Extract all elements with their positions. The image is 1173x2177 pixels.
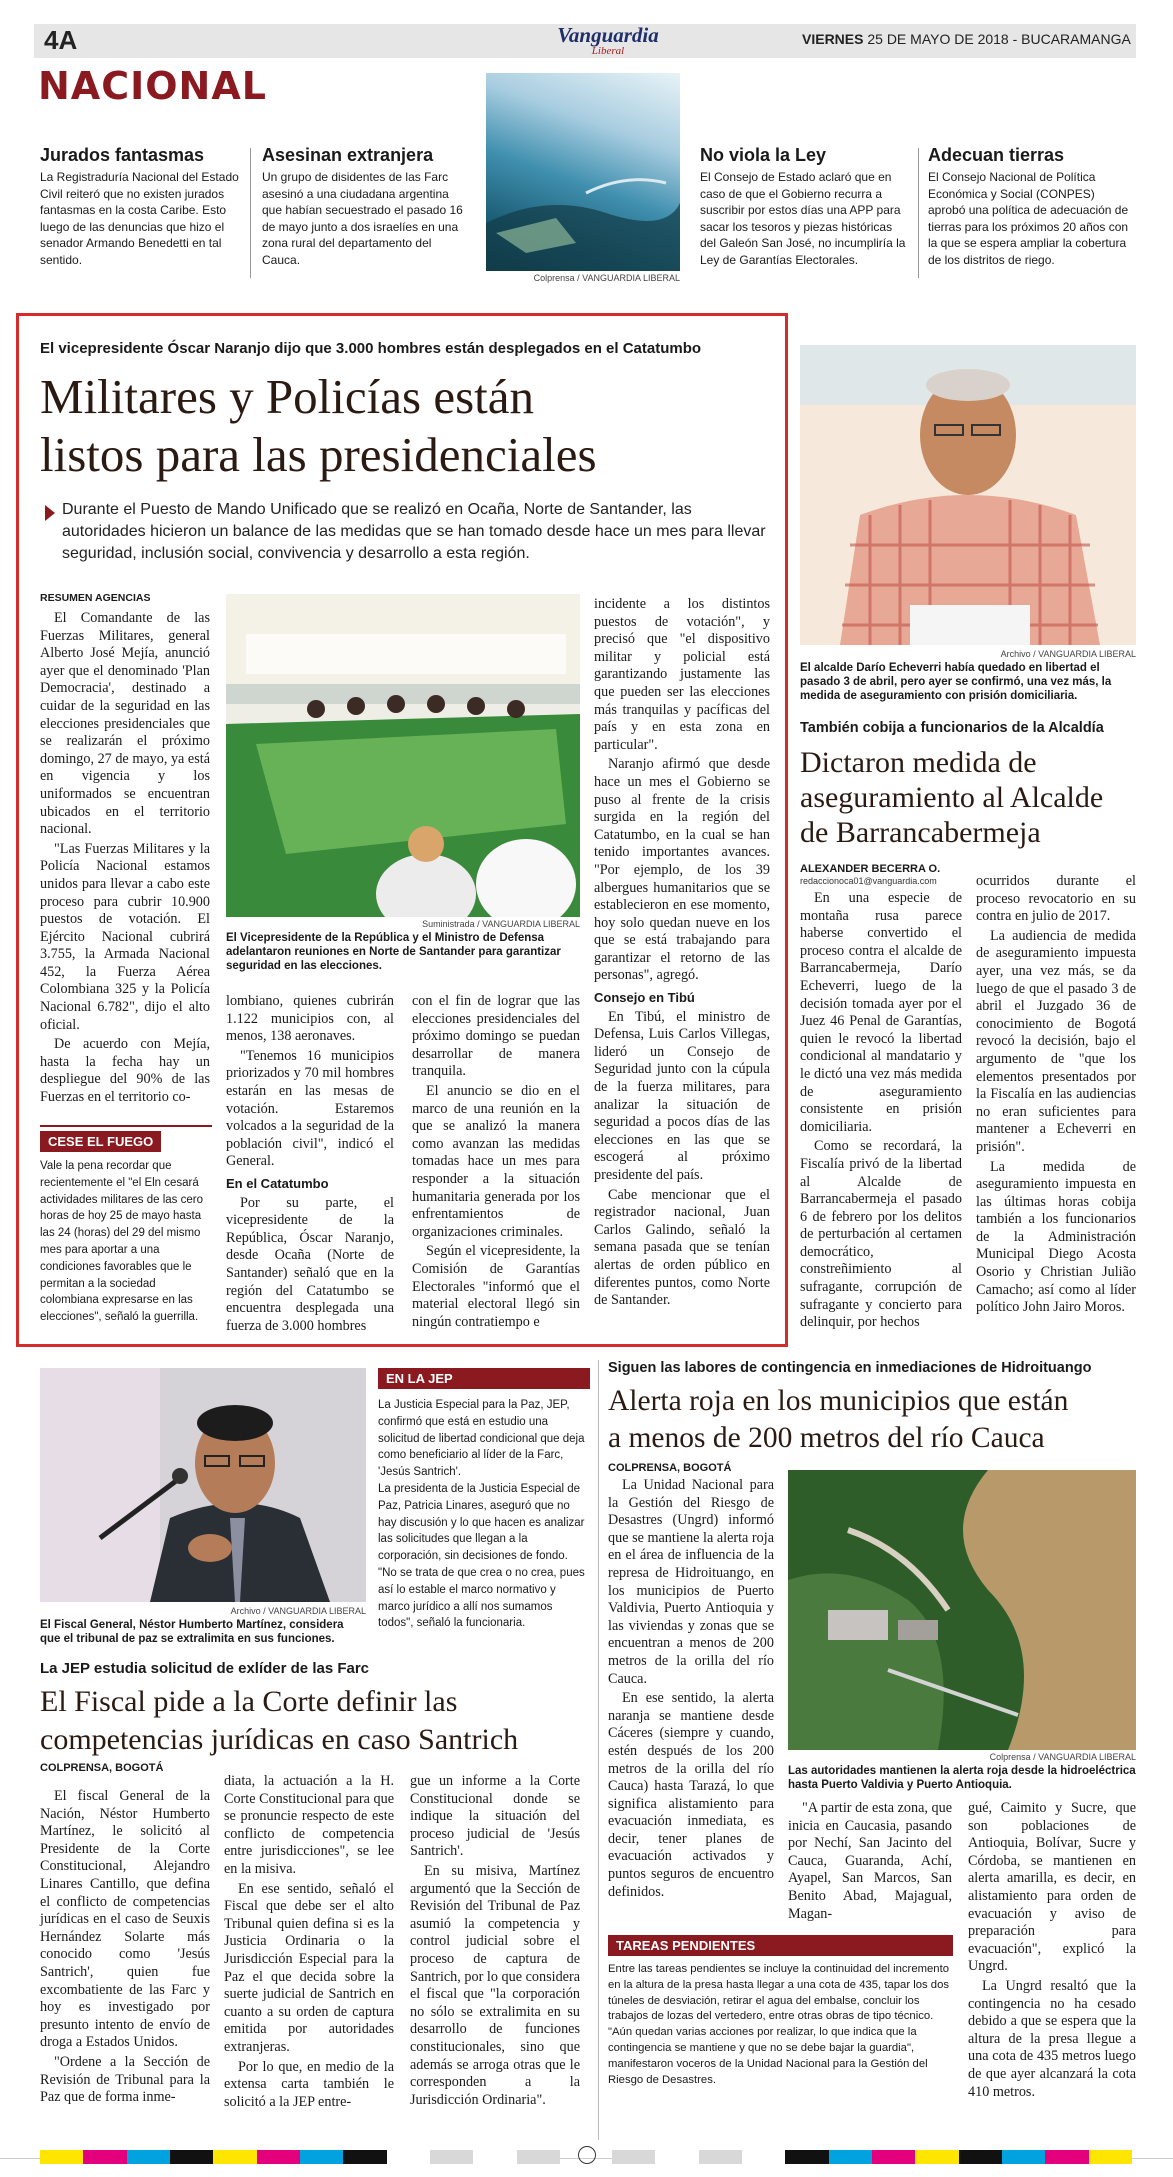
brief-text: El Consejo Nacional de Política Económica y Social (CONPES) aprobó una política de adecuación de tierras para los próximos 20 años con la que se espera ampliar la cobertura de los distritos de riego. (928, 170, 1129, 267)
box-label: TAREAS PENDIENTES (608, 1935, 953, 1956)
barranca-headline-line: de Barrancabermeja (800, 816, 1041, 849)
box-label: CESE EL FUEGO (40, 1131, 161, 1152)
brief-item (40, 145, 240, 268)
barranca-col-2 (976, 873, 1136, 1319)
fiscal-col-1 (40, 1788, 210, 2109)
date-day: VIERNES (802, 31, 864, 47)
barranca-headline-line: Dictaron medida de (800, 746, 1037, 779)
fiscal-headline-line: competencias jurídicas en caso Santrich (40, 1723, 519, 1756)
brand-sub: Liberal (591, 45, 625, 57)
photo-caption: Las autoridades mantienen la alerta roja desde la hidroeléctrica hasta Puerto Valdivia y Puerto Antioquia. (788, 1765, 1136, 1791)
cauca-photo-image (788, 1470, 1136, 1750)
paragraph: La audiencia de medida de aseguramiento impuesta ayer, una vez más, se da luego de que el pasado 3 de abril el Juzgado 36 de conocimiento de Bogotá revocó la decisión, bajo el argumento de "que los elementos presentados por la Fiscalía en las audiencias no eran suficientes para mantener a Echeverri en prisión". (976, 927, 1136, 1155)
brief-title: Adecuan tierras (928, 145, 1065, 165)
cauca-headline-line: Alerta roja en los municipios que están (608, 1385, 1069, 1417)
paragraph: lombiano, quienes cubrirán 1.122 municipios con, al menos, 138 aeronaves. (226, 993, 394, 1045)
photo-credit: Archivo / VANGUARDIA LIBERAL (230, 1606, 366, 1616)
paragraph: "Ordene a la Sección de Revisión de Tribunal para la Paz que de forma inme- (40, 2053, 210, 2106)
subhead: Consejo en Tibú (594, 990, 695, 1006)
box-label: EN LA JEP (378, 1368, 590, 1389)
paragraph: con el fin de lograr que las elecciones presidenciales del próximo domingo se puedan desarrollar de manera tranquila. (412, 993, 580, 1080)
fiscal-headline-line: El Fiscal pide a la Corte definir las (40, 1685, 458, 1718)
brief-title: Jurados fantasmas (40, 145, 205, 165)
paragraph: Según el vicepresidente, la Comisión de Garantías Electorales "informó que el material electoral llegó sin ningún contratiempo e (412, 1243, 580, 1330)
cauca-col-2 (788, 1800, 952, 1925)
box-text: La Justicia Especial para la Paz, JEP, confirmó que está en estudio una solicitud de libertad condicional que deja como beneficiario al líder de la Farc, 'Jesús Santrich'. (378, 1399, 585, 1479)
lead-headline-line: Militares y Policías están (40, 369, 534, 424)
fiscal-col-2 (224, 1773, 394, 2113)
jep-box (378, 1368, 590, 1632)
brief-title: Asesinan extranjera (262, 145, 434, 165)
barranca-col-1 (800, 890, 962, 1334)
brief-item (700, 145, 910, 268)
cauca-headline (608, 1383, 1138, 1457)
barranca-email: redaccionoca01@vanguardia.com (800, 876, 937, 886)
lead-headline (40, 368, 780, 484)
box-text: Entre las tareas pendientes se incluye la continuidad del incremento en la altura de la presa hasta llegar a una cota de 435, tapar los dos túneles de desviación, retirar el agua del embalse, concluir los trabajos de lozas del vertedero, entre otras obras de tipo técnico. (608, 1963, 950, 2023)
paragraph: Naranjo afirmó que desde hace un mes el Gobierno se puso al frente de la crisis surgida en la región del Catatumbo, en la cual se han tenido importantes avances. "Por ejemplo, de los 39 albergues humanitarios que se establecieron en ese momento, hoy solo quedan nueve en los que se está trabajando para garantizar el retorno de las personas", agregó. (594, 756, 770, 984)
paragraph: De acuerdo con Mejía, hasta la fecha hay un despliegue del 90% de las Fuerzas en el territorio co- (40, 1036, 210, 1106)
box-text: "Aún quedan varias acciones por realizar, lo que indica que la contingencia se mantiene y que no se debe bajar la guardia", manifestaron voceros de la Unidad Nacional para la Gestión del Riesgo de Desastres. (608, 2026, 928, 2086)
brand-logo (548, 24, 668, 56)
paragraph: La Ungrd resaltó que la contingencia no ha cesado debido a que se espera que la altura de la presa llegue a una cota de 435 metros luego de que ayer alcanzará la cota 410 metros. (968, 1977, 1136, 2100)
paragraph: El Comandante de las Fuerzas Militares, general Alberto José Mejía, anunció ayer que el denominado 'Plan Democracia', destinado a cuidar de la seguridad en las elecciones presidenciales que se realizarán el próximo domingo, 27 de mayo, ya está en vigencia y los uniformados se encuentran ubicados en el territorio nacional. (40, 610, 210, 838)
barranca-headline-line: aseguramiento al Alcalde (800, 781, 1104, 814)
lead-col-1 (40, 592, 210, 1109)
paragraph: El anuncio se dio en el marco de una reunión en la que se analizó la manera como avanzan las medidas tomadas hace un mes para responder a la situación humanitaria generada por los enfrentamientos de organizaciones criminales. (412, 1082, 580, 1240)
registration-mark-icon (578, 2146, 596, 2164)
cauca-headline-line: a menos de 200 metros del río Cauca (608, 1422, 1045, 1454)
cauca-byline: COLPRENSA, BOGOTÁ (608, 1462, 732, 1474)
brand-name: Vanguardia (557, 23, 659, 47)
date-rest: 25 DE MAYO DE 2018 - BUCARAMANGA (867, 31, 1131, 47)
paragraph: En Tibú, el ministro de Defensa, Luis Carlos Villegas, lideró un Consejo de Seguridad junto con la cúpula de la fuerza militares, para analizar la situación de seguridad a pocos días de las elecciones en las que se escogerá al próximo presidente del país. (594, 1008, 770, 1183)
date-line (802, 31, 1131, 47)
photo-credit: Colprensa / VANGUARDIA LIBERAL (533, 273, 680, 283)
lead-col-2 (226, 993, 394, 1337)
paragraph: gué, Caimito y Sucre, que son poblaciones de Antioquia, Bolívar, Sucre y Córdoba, se mantienen en alerta amarilla, es decir, en alistamiento para orden de evacuación y aviso de preparación para evacuación", explicó la Ungrd. (968, 1800, 1136, 1975)
lead-col-3 (412, 993, 580, 1333)
paragraph: Cabe mencionar que el registrador nacional, Juan Carlos Galindo, señaló la semana pasada que se tenían alertas de orden público en diferentes puntos, como Norte de Santander. (594, 1186, 770, 1309)
paragraph: Por lo que, en medio de la extensa carta también le solicitó a la JEP entre- (224, 2058, 394, 2110)
paragraph: ocurridos durante el proceso revocatorio en su contra en julio de 2017. (976, 873, 1136, 925)
divider (250, 148, 251, 278)
deck-marker (45, 505, 55, 521)
paragraph: La medida de aseguramiento impuesta en las últimas horas cobija también a los funcionarios de la Administración Municipal Diego Acosta Osorio y Christian Julião Camacho; así como al líder político John Jairo Moros. (976, 1158, 1136, 1316)
lead-headline-line: listos para las presidenciales (40, 427, 597, 482)
fiscal-byline: COLPRENSA, BOGOTÁ (40, 1762, 164, 1774)
paragraph: gue un informe a la Corte Constitucional donde se indique la situación del proceso judicial de 'Jesús Santrich'. (410, 1773, 580, 1860)
box-text: "No se trata de que crea o no crea, pues así lo estable el marco normativo y marco jurídico a allí nos sumamos todos", señaló la funcionaria. (378, 1566, 585, 1630)
fiscal-kicker: La JEP estudia solicitud de exlíder de las Farc (40, 1660, 370, 1677)
paragraph: En ese sentido, señaló el Fiscal que debe ser el alto Tribunal quien defina si es la Justicia Ordinaria o la Jurisdicción Especial para la Paz el que decida sobre la suerte judicial de Santrich en cuanto a su orden de captura emitida por autoridades extranjeras. (224, 1880, 394, 2055)
cese-box (40, 1125, 212, 1326)
paragraph: diata, la actuación a la H. Corte Constitucional para que se pronuncie respecto de este conflicto de competencia entre jurisdicciones", se lee en la misiva. (224, 1773, 394, 1877)
brief-title: No viola la Ley (700, 145, 827, 165)
fiscal-photo (40, 1368, 366, 1602)
fiscal-photo-image (40, 1368, 366, 1602)
paragraph: El fiscal General de la Nación, Néstor Humberto Martínez, le solicitó al Presidente de la Corte Constitucional, Alejandro Linares Cantillo, que defina el conflicto de competencias jurídicas en el caso de Seuxis Hernández Solarte más conocido como 'Jesús Santrich', quien fue excombatiente de las Farc y hoy es investigado por presunto intento de envío de droga a Estados Unidos. (40, 1788, 210, 2051)
barranca-byline: ALEXANDER BECERRA O. (800, 863, 941, 875)
meeting-photo-image (226, 594, 580, 917)
paragraph: incidente a los distintos puestos de votación", y precisó que "el dispositivo militar y policial está garantizando justamente las que pueden ser las elecciones más tranquilas y pacíficas del país y en esta zona en particular". (594, 596, 770, 753)
section-title: NACIONAL (38, 64, 267, 108)
brief-text: El Consejo de Estado aclaró que en caso de que el Gobierno recurra a suscribir por estos días una APP para sacar los tesoros y piezas históricas del Galeón San José, no incumpliría la Ley de Garantías Electorales. (700, 170, 906, 267)
paragraph: Como se recordará, la Fiscalía privó de la libertad al Alcalde de Barrancabermeja el pasado 6 de febrero por los delitos de perturbación al certamen democrático, constreñimiento al sufragante, corrupción de sufragante y concierto para delinquir, por hechos (800, 1138, 962, 1331)
box-text: Vale la pena recordar que recientemente el "el Eln cesará actividades militares de las cero horas de hoy 25 de mayo hasta las 24 (horas) del 29 del mismo mes para aportar a una condiciones favorables que le permitan a la sociedad colombiana expresarse en las elecciones", señaló la guerrilla. (40, 1160, 203, 1324)
echeverri-photo-image (800, 345, 1136, 645)
lead-kicker: El vicepresidente Óscar Naranjo dijo que 3.000 hombres están desplegados en el Catatumbo (40, 340, 702, 357)
tareas-box (608, 1935, 953, 2088)
barranca-kicker: También cobija a funcionarios de la Alcaldía (800, 720, 1104, 736)
brief-item (262, 145, 467, 268)
photo-credit: Archivo / VANGUARDIA LIBERAL (1000, 649, 1136, 659)
paragraph: La Unidad Nacional para la Gestión del Riesgo de Desastres (Ungrd) informó que se mantiene la alerta roja en el área de influencia de la represa de Hidroituango, en los municipios de Puerto Valdivia, Puerto Antioquia y las viviendas y zonas que se encuentran a menos de 200 metros de la orilla del río Cauca. (608, 1477, 774, 1687)
box-text: La presidenta de la Justicia Especial de Paz, Patricia Linares, aseguró que no hay discusión y lo que hacen es analizar las solicitudes que llegan a la corporación, sin decisiones de fondo. (378, 1482, 585, 1563)
photo-caption: El alcalde Darío Echeverri había quedado en libertad el pasado 3 de abril, pero ayer se confirmó, una vez más, la medida de aseguramiento con prisión domiciliaria. (800, 662, 1112, 702)
lead-col-4 (594, 596, 770, 1312)
photo-caption: El Vicepresidente de la República y el Ministro de Defensa adelantaron reuniones en Norte de Santander para garantizar seguridad en las elecciones. (226, 932, 561, 972)
page-number: 4A (44, 25, 78, 55)
brief-text: La Registraduría Nacional del Estado Civil reiteró que no existen jurados fantasmas en la costa Caribe. Esto luego de las denuncias que hizo el senador Armando Benedetti en tal sentido. (40, 170, 239, 267)
top-photo-image (486, 73, 680, 271)
cauca-photo (788, 1470, 1136, 1750)
paragraph: "A partir de esta zona, que inicia en Caucasia, pasando por Nechí, San Jacinto del Cauca, Guaranda, Achí, Ayapel, San Marcos, San Benito Abad, Majagual, Magan- (788, 1800, 952, 1922)
lead-photo (226, 594, 580, 917)
paragraph: En ese sentido, la alerta naranja se mantiene desde Cáceres (siempre y cuando, estén después de los 200 metros de la orilla del río Cauca) hasta Tarazá, lo que significa alistamiento para evacuación inmediata, es decir, tener planes de evacuación activados y puntos seguros de encuentro definidos. (608, 1690, 774, 1900)
paragraph: "Las Fuerzas Militares y la Policía Nacional estamos unidos para llevar a cabo este proceso para cubrir 10.900 puestos de votación. El Ejército Nacional cubrirá 3.755, la Armada Nacional 452, la Fuerza Aérea Colombiana 325 y la Policía Nacional 6.782", dijo el alto oficial. (40, 840, 210, 1033)
photo-credit: Suministrada / VANGUARDIA LIBERAL (422, 919, 580, 929)
paragraph: En una especie de montaña rusa parece haberse convertido el proceso contra el alcalde de Barrancabermeja, Darío Echeverri, luego de la decisión tomada ayer por el Juez 46 Penal de Garantías, quien le revocó la libertad condicional al mandatario y le dictó una vez más medida de aseguramiento consistente en prisión domiciliaria. (800, 890, 962, 1135)
echeverri-photo (800, 345, 1136, 645)
cauca-kicker: Siguen las labores de contingencia en inmediaciones de Hidroituango (608, 1360, 1092, 1376)
divider (598, 1360, 599, 2140)
top-photo (486, 73, 680, 271)
brief-text: Un grupo de disidentes de las Farc asesinó a una ciudadana argentina que habían secuestrado el pasado 16 de mayo junto a dos israelíes en una zona rural del departamento del Cauca. (262, 170, 463, 267)
divider (918, 148, 919, 278)
paragraph: En su misiva, Martínez argumentó que la Sección de Revisión del Tribunal de Paz asumió la competencia y control judicial sobre el proceso de captura de Santrich, por lo que considera el fiscal que "la corporación no sólo se extralimita en su desarrollo de funciones constitucionales, sino que además se arroga otras que le corresponden a la Jurisdicción Ordinaria". (410, 1862, 580, 2108)
color-bar-left (40, 2150, 560, 2164)
subhead: En el Catatumbo (226, 1175, 329, 1191)
paragraph: "Tenemos 16 municipios priorizados y 70 mil hombres estarán en las mesas de votación. Estaremos volcados a la seguridad de la población civil", indicó el General. (226, 1047, 394, 1170)
lead-byline: RESUMEN AGENCIAS (40, 592, 151, 604)
photo-caption: El Fiscal General, Néstor Humberto Martínez, considera que el tribunal de paz se extralimita en sus funciones. (40, 1619, 344, 1645)
fiscal-headline (40, 1683, 600, 1759)
cauca-col-1 (608, 1477, 774, 1903)
photo-credit: Colprensa / VANGUARDIA LIBERAL (989, 1752, 1136, 1762)
cauca-col-3 (968, 1800, 1136, 2103)
lead-deck: Durante el Puesto de Mando Unificado que se realizó en Ocaña, Norte de Santander, las autoridades hicieron un balance de las medidas que se han tomado desde hace un mes para llevar seguridad, inclusión social, convivencia y desarrollo a esta región. (62, 501, 766, 562)
fiscal-col-3 (410, 1773, 580, 2111)
brief-item (928, 145, 1134, 268)
paragraph: Por su parte, el vicepresidente de la República, Óscar Naranjo, desde Ocaña (Norte de Santander) señaló que en la región del Catatumbo se encuentra desplegada una fuerza de 3.000 hombres (226, 1194, 394, 1334)
barranca-headline (800, 745, 1136, 850)
color-bar-right (612, 2150, 1132, 2164)
